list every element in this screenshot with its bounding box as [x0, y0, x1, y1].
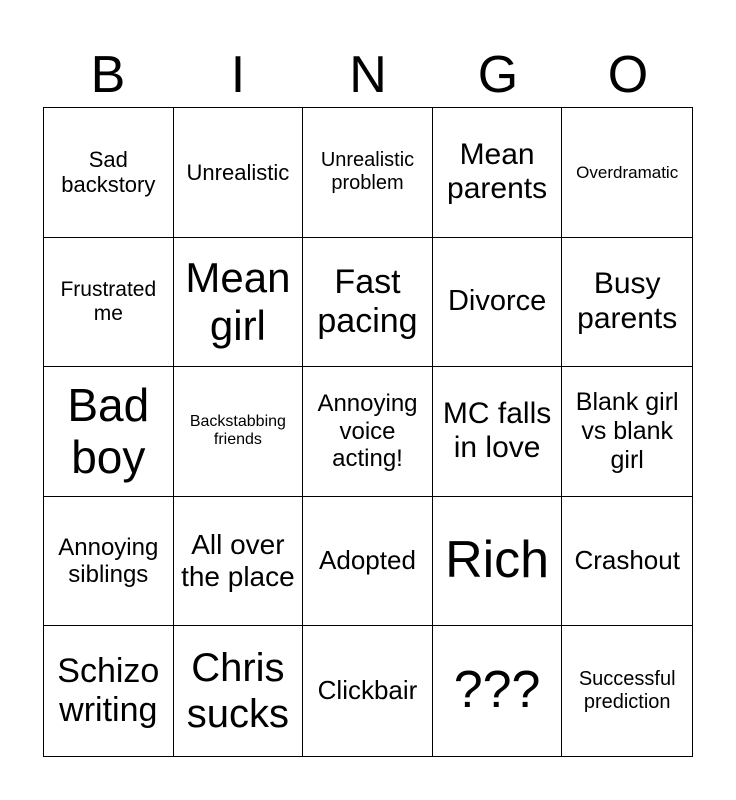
header-letter-i: I	[230, 46, 246, 104]
bingo-cell-label: Schizo writing	[57, 652, 160, 730]
bingo-cell-label: Busy parents	[577, 267, 678, 335]
bingo-cell[interactable]	[303, 367, 433, 497]
bingo-cell-label: Mean parents	[447, 137, 548, 206]
bingo-board	[43, 107, 693, 757]
bingo-cell[interactable]	[303, 626, 433, 756]
bingo-cell-label: Sad backstory	[61, 147, 156, 198]
bingo-cell[interactable]	[562, 108, 692, 238]
bingo-cell-label: Chris sucks	[186, 646, 290, 737]
bingo-cell-label: Fast pacing	[317, 262, 418, 340]
header-letter-b: B	[90, 46, 126, 104]
bingo-cell[interactable]	[174, 108, 304, 238]
bingo-header	[43, 44, 693, 106]
bingo-cell-label: Annoying siblings	[58, 533, 159, 589]
bingo-cell[interactable]	[44, 497, 174, 627]
bingo-cell-label: Adopted	[319, 545, 416, 576]
bingo-cell[interactable]	[562, 367, 692, 497]
bingo-cell-label: All over the place	[181, 528, 295, 593]
header-letter-o: O	[607, 46, 649, 104]
bingo-cell[interactable]	[303, 238, 433, 368]
bingo-cell[interactable]	[433, 626, 563, 756]
bingo-cell[interactable]	[433, 367, 563, 497]
bingo-cell-label: Annoying voice acting!	[317, 390, 418, 473]
bingo-cell-label: Blank girl vs blank girl	[575, 388, 679, 474]
bingo-cell-label: Mean girl	[185, 253, 291, 349]
bingo-cell-label: Frustrated me	[60, 277, 157, 325]
bingo-cell[interactable]	[433, 238, 563, 368]
bingo-cell[interactable]	[174, 367, 304, 497]
bingo-cell[interactable]	[562, 626, 692, 756]
bingo-cell-label: Successful prediction	[578, 668, 676, 714]
bingo-cell[interactable]	[174, 238, 304, 368]
bingo-cell-label: Backstabbing friends	[189, 413, 286, 449]
bingo-cell[interactable]	[433, 108, 563, 238]
bingo-cell[interactable]	[44, 626, 174, 756]
header-letter-n: N	[349, 46, 387, 104]
bingo-cell-label: Overdramatic	[576, 162, 679, 182]
bingo-cell-label: Unrealistic	[186, 159, 290, 185]
bingo-cell-label: Clickbair	[317, 675, 418, 706]
bingo-cell-label: Divorce	[447, 285, 547, 318]
bingo-cell[interactable]	[44, 367, 174, 497]
bingo-cell[interactable]	[303, 497, 433, 627]
bingo-cell[interactable]	[174, 626, 304, 756]
bingo-cell[interactable]	[562, 238, 692, 368]
bingo-cell-label: MC falls in love	[442, 396, 552, 465]
bingo-cell-label: Rich	[445, 531, 550, 590]
bingo-cell[interactable]	[303, 108, 433, 238]
bingo-cell[interactable]	[174, 497, 304, 627]
bingo-cell[interactable]	[44, 108, 174, 238]
bingo-cell[interactable]	[44, 238, 174, 368]
bingo-cell[interactable]	[433, 497, 563, 627]
bingo-cell-label: Crashout	[574, 545, 680, 576]
bingo-cell[interactable]	[562, 497, 692, 627]
bingo-cell-label: Unrealistic problem	[320, 149, 415, 195]
header-letter-g: G	[477, 46, 519, 104]
bingo-cell-label: ???	[453, 661, 541, 720]
bingo-cell-label: Bad boy	[67, 378, 150, 484]
